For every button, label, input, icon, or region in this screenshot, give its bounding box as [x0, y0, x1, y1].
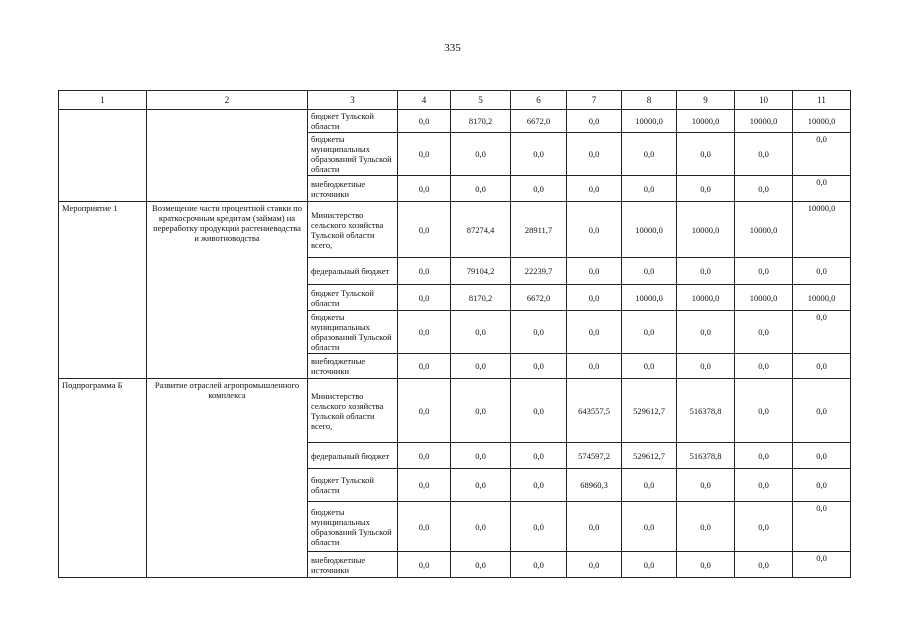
value-cell: 0,0 [677, 258, 735, 285]
item-name-cell: Мероприятие 1 [59, 202, 147, 379]
value-cell: 0,0 [567, 258, 622, 285]
value-cell: 0,0 [793, 354, 851, 379]
funding-source-cell: бюджеты муниципальных образований Тульской области [308, 133, 398, 176]
value-cell: 10000,0 [735, 285, 793, 311]
value-cell: 0,0 [622, 354, 677, 379]
value-cell: 6672,0 [511, 110, 567, 133]
header-cell: 11 [793, 91, 851, 110]
value-cell: 0,0 [567, 311, 622, 354]
funding-source-cell: бюджет Тульской области [308, 110, 398, 133]
value-cell: 10000,0 [622, 110, 677, 133]
value-cell: 0,0 [511, 176, 567, 202]
value-cell: 0,0 [398, 379, 451, 443]
funding-source-cell: федеральный бюджет [308, 443, 398, 469]
value-cell: 87274,4 [451, 202, 511, 258]
value-cell: 0,0 [451, 176, 511, 202]
value-cell: 0,0 [567, 285, 622, 311]
header-cell: 8 [622, 91, 677, 110]
value-cell: 0,0 [622, 469, 677, 502]
value-cell: 529612,7 [622, 443, 677, 469]
value-cell: 0,0 [567, 202, 622, 258]
value-cell: 10000,0 [793, 285, 851, 311]
value-cell: 0,0 [622, 176, 677, 202]
value-cell: 0,0 [735, 469, 793, 502]
value-cell: 0,0 [735, 311, 793, 354]
value-cell: 0,0 [735, 379, 793, 443]
value-cell: 0,0 [677, 354, 735, 379]
value-cell: 28911,7 [511, 202, 567, 258]
value-cell: 0,0 [511, 133, 567, 176]
value-cell: 0,0 [398, 552, 451, 578]
value-cell: 10000,0 [793, 202, 851, 258]
header-cell: 9 [677, 91, 735, 110]
value-cell: 0,0 [451, 502, 511, 552]
value-cell: 0,0 [398, 354, 451, 379]
value-cell: 10000,0 [677, 110, 735, 133]
table-row [59, 110, 851, 133]
value-cell: 10000,0 [677, 285, 735, 311]
value-cell: 68960,3 [567, 469, 622, 502]
funding-source-cell: внебюджетные источники [308, 176, 398, 202]
value-cell: 6672,0 [511, 285, 567, 311]
value-cell: 0,0 [735, 176, 793, 202]
value-cell: 0,0 [793, 443, 851, 469]
value-cell: 8170,2 [451, 285, 511, 311]
value-cell: 0,0 [567, 133, 622, 176]
value-cell: 0,0 [451, 133, 511, 176]
value-cell: 8170,2 [451, 110, 511, 133]
value-cell: 0,0 [511, 469, 567, 502]
value-cell: 0,0 [622, 133, 677, 176]
header-cell: 2 [147, 91, 308, 110]
value-cell: 0,0 [735, 354, 793, 379]
header-row [59, 91, 851, 110]
value-cell: 0,0 [793, 176, 851, 202]
item-name-cell: Подпрограмма Б [59, 379, 147, 578]
value-cell: 0,0 [451, 379, 511, 443]
funding-source-cell: внебюджетные источники [308, 552, 398, 578]
value-cell: 0,0 [735, 258, 793, 285]
value-cell: 0,0 [735, 133, 793, 176]
header-cell: 4 [398, 91, 451, 110]
value-cell: 0,0 [511, 311, 567, 354]
header-cell: 5 [451, 91, 511, 110]
value-cell: 10000,0 [622, 285, 677, 311]
value-cell: 0,0 [398, 502, 451, 552]
value-cell: 0,0 [511, 379, 567, 443]
header-cell: 6 [511, 91, 567, 110]
value-cell: 0,0 [567, 502, 622, 552]
page-number: 335 [444, 42, 461, 54]
value-cell: 0,0 [622, 311, 677, 354]
funding-source-cell: внебюджетные источники [308, 354, 398, 379]
item-description-cell: Развитие отраслей агропромышленного комплекса [147, 379, 308, 578]
value-cell: 0,0 [622, 552, 677, 578]
value-cell: 0,0 [398, 469, 451, 502]
value-cell: 643557,5 [567, 379, 622, 443]
value-cell: 0,0 [398, 202, 451, 258]
value-cell: 0,0 [451, 311, 511, 354]
funding-source-cell: Министерство сельского хозяйства Тульской области всего, [308, 379, 398, 443]
funding-source-cell: федеральный бюджет [308, 258, 398, 285]
value-cell: 0,0 [677, 469, 735, 502]
budget-table [58, 90, 851, 578]
table-row [59, 379, 851, 443]
funding-source-cell: бюджеты муниципальных образований Тульской области [308, 311, 398, 354]
value-cell: 0,0 [398, 285, 451, 311]
funding-source-cell: бюджеты муниципальных образований Тульской области [308, 502, 398, 552]
value-cell: 0,0 [567, 354, 622, 379]
value-cell: 0,0 [398, 176, 451, 202]
value-cell: 0,0 [677, 552, 735, 578]
value-cell: 0,0 [511, 354, 567, 379]
value-cell: 0,0 [451, 469, 511, 502]
value-cell: 0,0 [451, 443, 511, 469]
item-description-cell [147, 110, 308, 202]
value-cell: 0,0 [622, 502, 677, 552]
funding-source-cell: бюджет Тульской области [308, 469, 398, 502]
table-row [59, 202, 851, 258]
value-cell: 0,0 [511, 552, 567, 578]
value-cell: 0,0 [677, 502, 735, 552]
value-cell: 0,0 [793, 469, 851, 502]
value-cell: 529612,7 [622, 379, 677, 443]
value-cell: 0,0 [793, 552, 851, 578]
value-cell: 0,0 [677, 133, 735, 176]
value-cell: 0,0 [451, 354, 511, 379]
value-cell: 0,0 [735, 552, 793, 578]
funding-source-cell: Министерство сельского хозяйства Тульской области всего, [308, 202, 398, 258]
value-cell: 79104,2 [451, 258, 511, 285]
header-cell: 10 [735, 91, 793, 110]
value-cell: 0,0 [398, 110, 451, 133]
value-cell: 0,0 [451, 552, 511, 578]
value-cell: 0,0 [398, 443, 451, 469]
value-cell: 0,0 [677, 176, 735, 202]
value-cell: 0,0 [677, 311, 735, 354]
value-cell: 22239,7 [511, 258, 567, 285]
value-cell: 0,0 [735, 443, 793, 469]
value-cell: 0,0 [567, 552, 622, 578]
header-cell: 1 [59, 91, 147, 110]
value-cell: 0,0 [567, 176, 622, 202]
value-cell: 10000,0 [735, 110, 793, 133]
value-cell: 0,0 [398, 311, 451, 354]
value-cell: 10000,0 [735, 202, 793, 258]
value-cell: 516378,8 [677, 443, 735, 469]
value-cell: 10000,0 [793, 110, 851, 133]
value-cell: 0,0 [793, 311, 851, 354]
value-cell: 0,0 [735, 502, 793, 552]
value-cell: 574597,2 [567, 443, 622, 469]
value-cell: 0,0 [793, 502, 851, 552]
value-cell: 0,0 [793, 258, 851, 285]
value-cell: 0,0 [622, 258, 677, 285]
value-cell: 0,0 [511, 502, 567, 552]
item-description-cell: Возмещение части процентной ставки по краткосрочным кредитам (займам) на переработку продукции растениеводства и животноводства [147, 202, 308, 379]
value-cell: 0,0 [398, 133, 451, 176]
value-cell: 10000,0 [677, 202, 735, 258]
header-cell: 3 [308, 91, 398, 110]
value-cell: 0,0 [398, 258, 451, 285]
funding-source-cell: бюджет Тульской области [308, 285, 398, 311]
value-cell: 0,0 [567, 110, 622, 133]
value-cell: 0,0 [793, 379, 851, 443]
item-name-cell [59, 110, 147, 202]
header-cell: 7 [567, 91, 622, 110]
value-cell: 516378,8 [677, 379, 735, 443]
value-cell: 0,0 [511, 443, 567, 469]
value-cell: 0,0 [793, 133, 851, 176]
value-cell: 10000,0 [622, 202, 677, 258]
